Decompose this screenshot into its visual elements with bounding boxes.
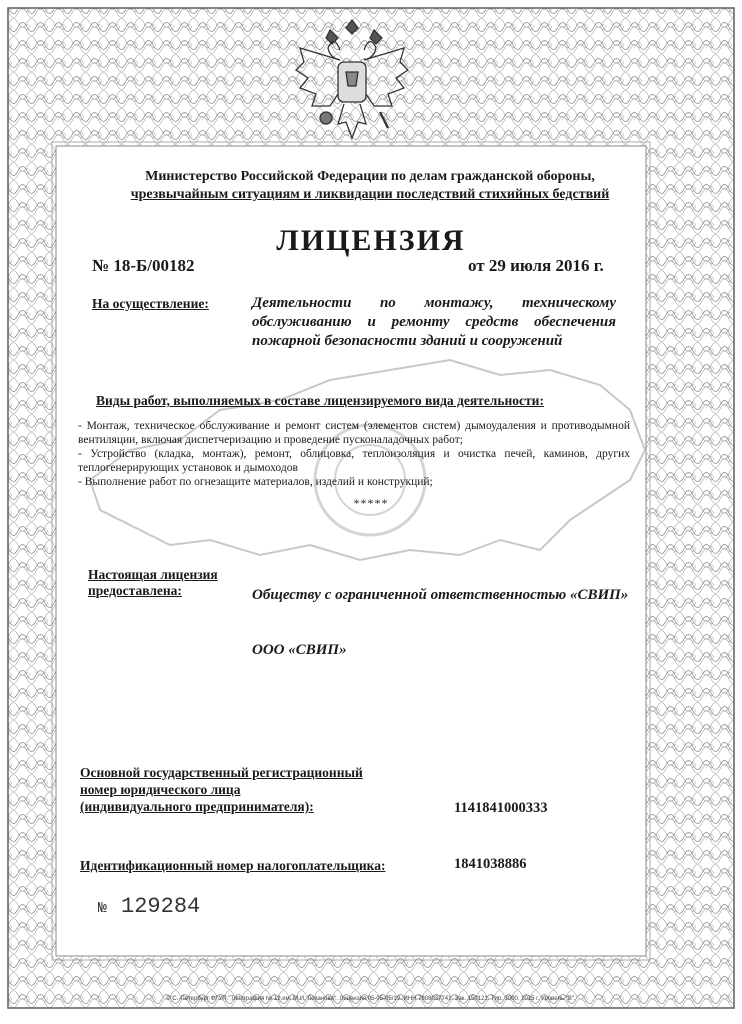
- grantee-label-line-2: предоставлена:: [88, 583, 182, 598]
- works-heading: Виды работ, выполняемых в составе лицензируемого вида деятельности:: [96, 393, 544, 408]
- license-number: № 18-Б/00182: [92, 256, 195, 275]
- list-item: - Устройство (кладка, монтаж), ремонт, облицовка, теплоизоляция и очистка печей, каминов, других теплогенерирующих установок и дымоходов: [78, 448, 630, 474]
- inn-value: 1841038886: [454, 856, 527, 872]
- list-item: - Выполнение работ по огнезащите материалов, изделий и конструкций;: [78, 476, 433, 488]
- ministry-line-1: Министерство Российской Федерации по делам гражданской обороны,: [145, 169, 595, 184]
- serial-prefix: №: [98, 900, 108, 917]
- ministry-header: [60, 168, 680, 204]
- ogrn-label-line-3: (индивидуального предпринимателя):: [80, 799, 314, 814]
- ogrn-value: 1141841000333: [454, 800, 548, 816]
- inn-label: Идентификационный номер налогоплательщика:: [80, 858, 386, 873]
- coat-of-arms-emblem: [290, 14, 414, 146]
- activity-value: Деятельности по монтажу, техническому обслуживанию и ремонту средств обеспечения пожарной безопасности зданий и сооружений: [252, 295, 616, 349]
- grantee-label: [88, 567, 218, 599]
- grantee-full-name: Обществу с ограниченной ответственностью «СВИП»: [252, 587, 629, 603]
- grantee-label-line-1: Настоящая лицензия: [88, 567, 218, 582]
- page-title: ЛИЦЕНЗИЯ: [276, 224, 466, 257]
- ogrn-label: [80, 764, 363, 815]
- printer-footer: © С.-Петербург ФГУП "Типография № 12 им. М.И. Лоханова". Лицензия 05-05-05/19. ИНН 7808037741. Зак. 150121. Тир. 3000. 2015 г. Уровень "В".: [166, 996, 576, 1002]
- form-serial-number: [98, 894, 200, 919]
- list-item: - Монтаж, техническое обслуживание и ремонт систем (элементов систем) дымоудаления и противодымной вентиляции, включая диспетчеризацию и проведение пусконаладочных работ;: [78, 420, 630, 446]
- grantee-short-name: ООО «СВИП»: [252, 642, 347, 658]
- serial-number: 129284: [121, 894, 201, 919]
- ministry-line-2: чрезвычайным ситуациям и ликвидации последствий стихийных бедствий: [130, 187, 610, 202]
- ogrn-label-line-1: Основной государственный регистрационный: [80, 765, 363, 780]
- license-date: от 29 июля 2016 г.: [468, 256, 604, 275]
- ogrn-label-line-2: номер юридического лица: [80, 782, 241, 797]
- separator-stars: *****: [353, 496, 389, 510]
- activity-label: На осуществление:: [92, 296, 209, 311]
- works-list: [78, 419, 630, 489]
